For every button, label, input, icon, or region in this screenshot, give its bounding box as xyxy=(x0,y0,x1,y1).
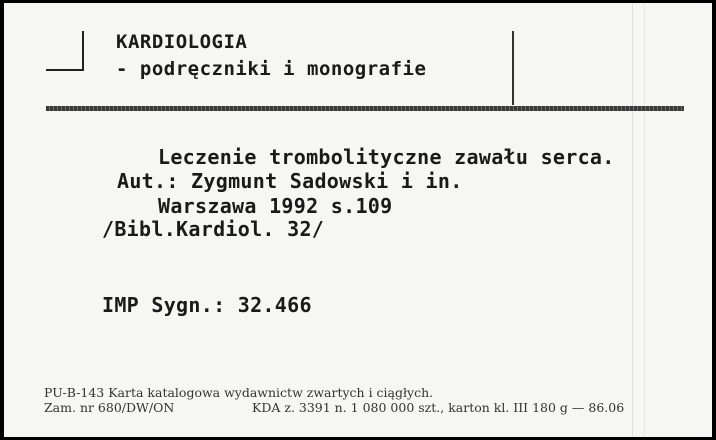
subject-subheading: - podręczniki i monografie xyxy=(116,58,427,80)
footer-print-details: KDA z. 3391 n. 1 080 000 szt., karton kl. III 180 g — 86.06 xyxy=(252,400,625,415)
catalog-card xyxy=(4,3,712,437)
faint-margin-line xyxy=(632,3,633,437)
imprint-line: Warszawa 1992 s.109 xyxy=(158,194,393,218)
header-rule xyxy=(46,106,684,111)
corner-mark-vertical xyxy=(82,31,84,71)
title-line: Leczenie trombolityczne zawału serca. xyxy=(158,145,615,169)
footer-form-line: PU-B-143 Karta katalogowa wydawnictw zwartych i ciągłych. xyxy=(44,385,434,400)
faint-margin-line xyxy=(644,3,645,437)
header-divider-line xyxy=(512,31,514,105)
signature-line: IMP Sygn.: 32.466 xyxy=(102,293,312,317)
footer-order-number: Zam. nr 680/DW/ON xyxy=(44,400,175,415)
author-line: Aut.: Zygmunt Sadowski i in. xyxy=(117,169,463,193)
subject-heading: KARDIOLOGIA xyxy=(116,31,248,53)
corner-mark-horizontal xyxy=(46,69,84,71)
series-line: /Bibl.Kardiol. 32/ xyxy=(102,217,325,241)
